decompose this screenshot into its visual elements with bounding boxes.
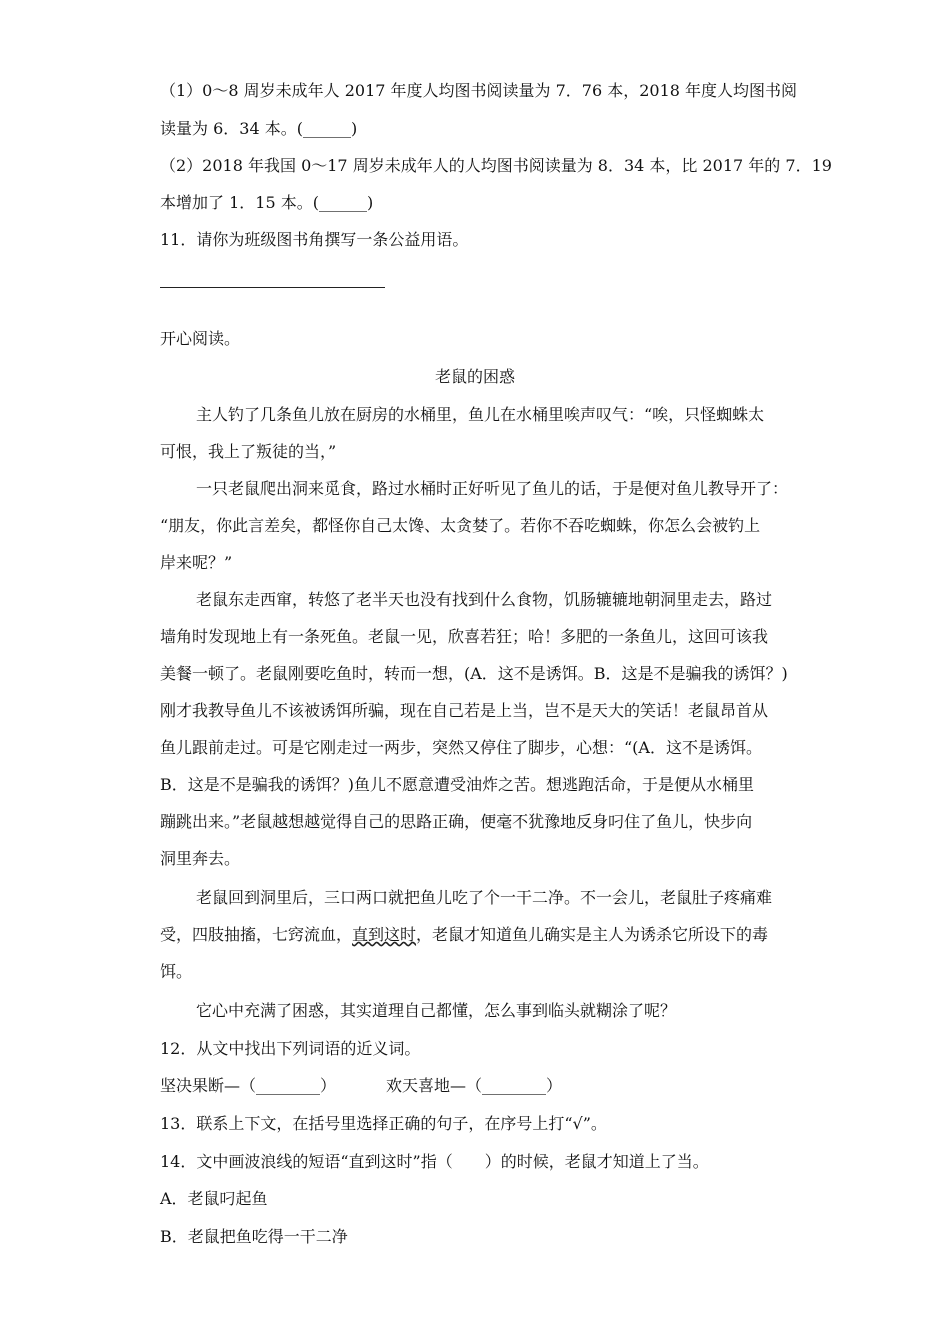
q12-prompt: 12．从文中找出下列词语的近义词。 — [160, 1039, 421, 1058]
q14-option-b: B．老鼠把鱼吃得一干二净 — [160, 1227, 348, 1246]
q10-item1-line2: 读量为 6．34 本。(______) — [160, 119, 358, 138]
story-p4-line1: 老鼠回到洞里后，三口两口就把鱼儿吃了个一干二净。不一会儿，老鼠肚子疼痛难 — [196, 888, 773, 907]
q10-item1-line1: （1）0～8 周岁未成年人 2017 年度人均图书阅读量为 7．76 本，2018 年度人均图书阅 — [160, 81, 798, 100]
q10-item2-line2: 本增加了 1．15 本。(______) — [160, 193, 374, 212]
answer-line — [160, 287, 385, 288]
story-p4-line2 — [160, 924, 768, 946]
story-p3-line3: 美餐一顿了。老鼠刚要吃鱼时，转而一想，(A．这不是诱饵。B．这是不是骗我的诱饵？) — [160, 664, 788, 683]
reading-intro: 开心阅读。 — [160, 329, 241, 348]
story-p4-line2-end: ，老鼠才知道鱼儿确实是主人为诱杀它所设下的毒 — [416, 925, 769, 944]
story-p3-line6: B．这是不是骗我的诱饵？)鱼儿不愿意遭受油炸之苦。想逃跑活命，于是便从水桶里 — [160, 775, 755, 794]
q12-item-b: 欢天喜地—（________） — [386, 1076, 563, 1095]
story-p2-line3: 岸来呢？” — [160, 553, 233, 572]
q14-prompt: 14．文中画波浪线的短语“直到这时”指（ ）的时候，老鼠才知道上了当。 — [160, 1152, 709, 1171]
wavy-underlined-phrase: 直到这时 — [352, 925, 417, 944]
q14-option-a: A．老鼠叼起鱼 — [160, 1189, 268, 1208]
story-p2-line2: “朋友，你此言差矣，都怪你自己太馋、太贪婪了。若你不吞吃蜘蛛，你怎么会被钓上 — [160, 516, 761, 535]
story-p5-line1: 它心中充满了困惑，其实道理自己都懂，怎么事到临头就糊涂了呢？ — [196, 1001, 677, 1020]
q10-item2-line1: （2）2018 年我国 0～17 周岁未成年人的人均图书阅读量为 8．34 本，比 2017 年的 7．19 — [160, 156, 832, 175]
story-p4-line2-start: 受，四肢抽搐，七窍流血， — [160, 925, 353, 944]
story-p3-line1: 老鼠东走西窜，转悠了老半天也没有找到什么食物，饥肠辘辘地朝洞里走去，路过 — [196, 590, 773, 609]
story-title: 老鼠的困惑 — [434, 367, 515, 386]
story-p3-line5: 鱼儿跟前走过。可是它刚走过一两步，突然又停住了脚步，心想：“(A．这不是诱饵。 — [160, 738, 762, 757]
story-p3-line7: 蹦跳出来。”老鼠越想越觉得自己的思路正确，便毫不犹豫地反身叼住了鱼儿，快步向 — [160, 812, 753, 831]
story-p1-line1: 主人钓了几条鱼儿放在厨房的水桶里，鱼儿在水桶里唉声叹气：“唉，只怪蜘蛛太 — [196, 405, 765, 424]
q13-prompt: 13．联系上下文，在括号里选择正确的句子，在序号上打“√”。 — [160, 1114, 607, 1133]
q12-item-a: 坚决果断—（________） — [160, 1076, 337, 1095]
story-p3-line2: 墙角时发现地上有一条死鱼。老鼠一见，欣喜若狂；哈！多肥的一条鱼儿，这回可该我 — [160, 627, 769, 646]
story-p4-line3: 饵。 — [160, 962, 193, 981]
story-p3-line4: 刚才我教导鱼儿不该被诱饵所骗，现在自己若是上当，岂不是天大的笑话！老鼠昂首从 — [160, 701, 769, 720]
story-p1-line2: 可恨，我上了叛徒的当，” — [160, 442, 337, 461]
q11-prompt: 11．请你为班级图书角撰写一条公益用语。 — [160, 230, 469, 249]
story-p3-line8: 洞里奔去。 — [160, 849, 241, 868]
story-p2-line1: 一只老鼠爬出洞来觅食，路过水桶时正好听见了鱼儿的话，于是便对鱼儿教导开了： — [196, 479, 789, 498]
